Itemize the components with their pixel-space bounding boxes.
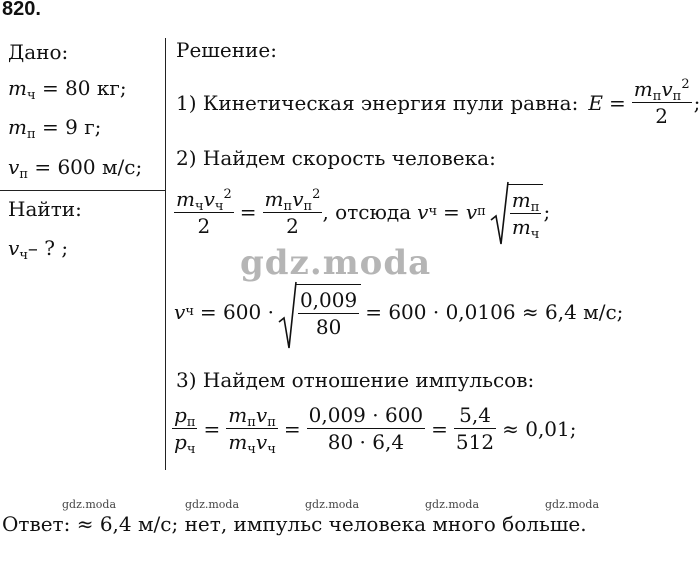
answer-line: Ответ: ≈ 6,4 м/с; нет, импульс человека много больше.: [2, 512, 587, 536]
step2-equation: $\frac{m_чv_ч^2}{2}$ = $\frac{m_пv_п^2}{2}$ , отсюда v ч = v п $\frac{m_п}{m_ч}$ ;: [174, 184, 550, 240]
given-mass-man: $m_ч = 80$ кг;: [8, 76, 127, 103]
given-header: Дано:: [8, 40, 69, 64]
watermark-small-2: gdz.moda: [185, 498, 240, 511]
problem-number: 820.: [2, 0, 41, 20]
solution-header: Решение:: [176, 38, 277, 62]
find-header: Найти:: [8, 197, 82, 221]
sqrt-numeric-ratio: $\frac{0,009}{80}$: [278, 284, 361, 340]
step2-calculation: v ч = 600 · $\frac{0,009}{80}$ = 600 · 0,0106 ≈ 6,4 м/с;: [174, 284, 623, 340]
vertical-divider: [165, 38, 166, 470]
step1-text: 1) Кинетическая энергия пули равна:: [176, 90, 579, 115]
step2-text: 2) Найдем скорость человека:: [176, 146, 496, 170]
watermark-small-1: gdz.moda: [62, 498, 117, 511]
watermark-small-5: gdz.moda: [545, 498, 600, 511]
step2-from: , отсюда: [322, 200, 412, 224]
watermark-small-3: gdz.moda: [305, 498, 360, 511]
watermark-small-4: gdz.moda: [425, 498, 480, 511]
find-unknown: $v_ч-$ ? ;: [8, 236, 69, 263]
sqrt-mass-ratio: $\frac{m_п}{m_ч}$: [490, 184, 544, 240]
horizontal-divider: [0, 190, 165, 191]
step1-line: 1) Кинетическая энергия пули равна: E = $\frac{m_пv_п^2}{2}$ ;: [176, 77, 700, 128]
step3-equation: $\frac{p_п}{p_ч}$ = $\frac{m_пv_п}{m_чv_ч}$ = $\frac{0,009 \cdot 600}{80 \cdot 6,4}$ = $\frac{5,4}{512}$ ≈ 0,01;: [174, 403, 577, 457]
step3-text: 3) Найдем отношение импульсов:: [176, 368, 535, 392]
kinetic-energy-fraction: $\frac{m_пv_п^2}{2}$: [633, 77, 690, 128]
watermark-main: gdz.moda: [240, 243, 432, 283]
given-velocity-bullet: $v_п = 600$ м/с;: [8, 155, 143, 182]
given-mass-bullet: $m_п = 9$ г;: [8, 115, 102, 142]
